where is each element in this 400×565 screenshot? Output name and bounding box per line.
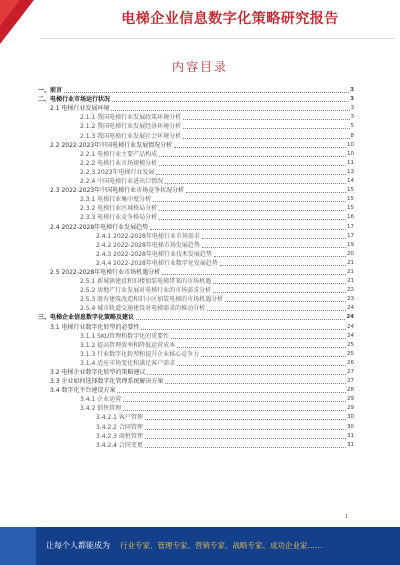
toc-leader-dots (159, 210, 346, 211)
toc-leader-dots (202, 238, 346, 239)
toc-leader-dots (159, 156, 346, 157)
toc-entry-page: 25 (347, 350, 354, 357)
header-divider (40, 38, 395, 39)
toc-entry-page: 26 (347, 359, 354, 366)
toc-entry-label: 3.4 数字化平台建设方案 (38, 386, 116, 395)
footer-slogan: 让每个人都能成为 (46, 541, 110, 550)
toc-leader-dots (213, 283, 346, 284)
toc-entry-page: 3 (350, 96, 354, 103)
page-number: 1 (345, 514, 349, 520)
toc-entry-page: 21 (347, 268, 354, 275)
toc-entry-label: 3.3 企业如何选择数字化管理系统解决方案 (38, 377, 164, 386)
toc-entry-page: 8 (350, 132, 354, 139)
report-title: 电梯企业信息数字化策略研究报告 (121, 11, 339, 27)
toc-leader-dots (177, 347, 346, 348)
toc-entry-page: 24 (347, 305, 354, 312)
footer-stripe (0, 527, 36, 565)
toc-entry[interactable] (38, 359, 354, 368)
toc-leader-dots (145, 419, 346, 420)
toc-leader-dots (111, 110, 349, 111)
toc-leader-dots (225, 301, 346, 302)
toc-entry[interactable] (38, 241, 354, 250)
toc-entry-label: 2.4.4 2022-2028年电梯行业数字化发展趋势 (38, 259, 219, 268)
toc-entry[interactable] (38, 141, 354, 150)
toc-leader-dots (174, 147, 346, 148)
toc-entry-label: 2.5 2022-2028年电梯行业市场机遇分析 (38, 268, 161, 277)
toc-entry-label: 2.2.2 电梯行业市场规模分析 (38, 159, 158, 168)
toc-entry-label: 2.3.3 电梯行业竞争格局分析 (38, 213, 158, 222)
footer-tags: 行业专家、管理专家、营销专家、战略专家、成功企业家…… (120, 541, 323, 550)
toc-entry-page: 21 (347, 278, 354, 285)
toc-entry-page: 15 (347, 205, 354, 212)
toc-entry-page: 20 (347, 250, 354, 257)
toc-entry-page: 23 (347, 296, 354, 303)
toc-entry-label: 2.5.3 既有建筑改造和旧小区加装电梯的市场机遇分析 (38, 295, 224, 304)
toc-leader-dots (156, 174, 346, 175)
toc-entry-label: 2.5.1 新城镇建设和旧楼加装电梯带来的市场机遇 (38, 277, 212, 286)
toc-leader-dots (145, 438, 346, 439)
toc-leader-dots (186, 192, 346, 193)
toc-entry-page: 11 (347, 159, 354, 166)
toc-entry[interactable] (38, 131, 354, 140)
toc-leader-dots (123, 410, 346, 411)
toc-entry-page: 22 (347, 287, 354, 294)
toc-entry[interactable] (38, 86, 354, 95)
toc-leader-dots (183, 119, 349, 120)
toc-entry-page: 27 (347, 369, 354, 375)
toc-entry[interactable] (38, 195, 354, 204)
toc-entry-page: 17 (347, 232, 354, 239)
toc-entry[interactable] (38, 286, 354, 295)
toc-entry[interactable] (38, 304, 354, 313)
toc-entry-page: 3 (350, 114, 354, 121)
toc-entry-page: 25 (347, 341, 354, 348)
toc-entry-label: 3.4.2 销售管理 (38, 404, 122, 413)
toc-leader-dots (213, 292, 346, 293)
toc-entry[interactable] (38, 250, 354, 259)
toc-entry-label: 2.1.1 我国电梯行业发展政策环境分析 (38, 113, 182, 122)
toc-entry[interactable] (38, 322, 354, 331)
toc-entry[interactable] (38, 222, 354, 231)
toc-leader-dots (177, 365, 346, 366)
toc-entry-page: 28 (347, 387, 354, 394)
toc-leader-dots (141, 329, 346, 330)
toc-entry-label: 2.5.2 房地产行业发展对电梯行业的市场需求分析 (38, 286, 212, 295)
toc-entry-label: 2.4.1 2022-2028年电梯行业市场需求 (38, 232, 201, 241)
toc-entry-label: 2.4.3 2022-2028年电梯行业技术发展趋势 (38, 250, 213, 259)
toc-entry[interactable] (38, 95, 354, 104)
toc-entry-label: 2.3.1 电梯行业集中度分析 (38, 195, 152, 204)
toc-leader-dots (64, 92, 349, 93)
toc-entry[interactable] (38, 422, 354, 431)
toc-leader-dots (112, 101, 349, 102)
toc-entry[interactable] (38, 368, 354, 377)
toc-leader-dots (165, 383, 346, 384)
toc-entry-page: 30 (347, 423, 354, 430)
toc-entry-page: 10 (347, 141, 354, 148)
toc-entry-page: 27 (347, 378, 354, 385)
toc-entry-label: 3.1.2 提高管理效率和降低运营成本 (38, 341, 176, 350)
toc-entry[interactable] (38, 341, 354, 350)
report-header (0, 0, 400, 44)
toc-entry[interactable] (38, 413, 354, 422)
toc-entry-page: 15 (347, 196, 354, 203)
toc-entry[interactable] (38, 268, 354, 277)
toc-entry-label: 一、前言 (38, 87, 63, 95)
toc-leader-dots (214, 256, 346, 257)
toc-entry[interactable] (38, 104, 354, 113)
toc-leader-dots (171, 338, 346, 339)
toc-entry-page: 3 (350, 105, 354, 112)
toc-entry[interactable] (38, 122, 354, 131)
toc-entry-page: 17 (347, 223, 354, 230)
toc-entry-label: 3.4.2.3 商机管理 (38, 432, 144, 441)
toc-entry-label: 2.1.2 我国电梯行业发展经济环境分析 (38, 122, 182, 131)
footer-banner (0, 527, 400, 565)
toc-entry-label: 三、电梯企业信息数字化策略及建议 (38, 314, 135, 322)
toc-entry-label: 3.4.2.1 客户管理 (38, 413, 144, 422)
toc-leader-dots (117, 392, 346, 393)
toc-entry-page: 19 (347, 241, 354, 248)
toc-entry-label: 3.4.1 企业运营 (38, 395, 122, 404)
toc-leader-dots (145, 429, 346, 430)
toc-entry[interactable] (38, 186, 354, 195)
toc-leader-dots (147, 374, 346, 375)
toc-heading: 内容目录 (171, 60, 228, 74)
toc-leader-dots (159, 165, 346, 166)
toc-entry-page: 24 (347, 323, 354, 330)
toc-entry[interactable] (38, 432, 354, 441)
toc-entry[interactable] (38, 159, 354, 168)
toc-entry-label: 2.4 2022-2028年电梯行业发展趋势 (38, 223, 149, 232)
toc-entry[interactable] (38, 150, 354, 159)
toc-entry-label: 3.1 电梯行业数字化转型的必要性 (38, 323, 140, 332)
toc-entry[interactable] (38, 113, 354, 122)
toc-entry-page: 10 (347, 150, 354, 157)
toc-entry-label: 2.2.1 电梯行业主要产品构成 (38, 150, 158, 159)
toc-entry-page: 30 (347, 414, 354, 421)
toc-entry-page: 29 (347, 396, 354, 403)
toc-entry-label: 3.4.2.2 合同管理 (38, 423, 144, 432)
toc-entry[interactable] (38, 350, 354, 359)
toc-entry-label: 2.2 2022-2023年中国电梯行业发展情况分析 (38, 141, 173, 150)
toc-leader-dots (207, 310, 346, 311)
toc-leader-dots (220, 265, 346, 266)
toc-leader-dots (183, 138, 349, 139)
toc-entry-page: 5 (350, 123, 354, 130)
toc-entry[interactable] (38, 295, 354, 304)
toc-entry-label: 3.2 电梯企业数字化转型的策略建议 (38, 368, 146, 377)
toc-entry[interactable] (38, 177, 354, 186)
toc-leader-dots (145, 447, 346, 448)
toc-leader-dots (150, 229, 346, 230)
toc-leader-dots (153, 201, 346, 202)
toc-entry-page: 15 (347, 187, 354, 194)
toc-entry-label: 2.4.2 2022-2028年电梯市场发展趋势 (38, 241, 201, 250)
toc-leader-dots (159, 219, 346, 220)
toc-entry[interactable] (38, 332, 354, 341)
toc-entry-page: 31 (347, 441, 354, 448)
toc-entry-page: 16 (347, 214, 354, 221)
toc-entry-page: 24 (346, 314, 354, 321)
toc-entry[interactable] (38, 313, 354, 322)
toc-leader-dots (165, 183, 346, 184)
toc-entry-page: 31 (347, 432, 354, 439)
toc-entry-label: 2.2.4 中国电梯行业进出口情况 (38, 177, 164, 186)
toc-entry-page: 29 (347, 405, 354, 412)
toc-entry-label: 2.1 电梯行业发展环境 (38, 104, 110, 113)
toc-entry-label: 3.1.4 适应市场变化和满足客户需求 (38, 359, 176, 368)
toc-entry-label: 3.4.2.4 合同变更 (38, 441, 144, 450)
toc-leader-dots (162, 274, 346, 275)
toc-entry-page: 13 (347, 168, 354, 175)
toc-entry-label: 3.1.3 行业数字化转型和提升企业核心竞争力 (38, 350, 200, 359)
header-corner-accent (0, 0, 20, 26)
toc-entry[interactable] (38, 277, 354, 286)
toc-leader-dots (183, 128, 349, 129)
toc-entry[interactable] (38, 395, 354, 404)
toc-entry-label: 2.3.2 电梯行业区域格局分析 (38, 204, 158, 213)
toc-leader-dots (201, 356, 346, 357)
toc-entry-label: 二、电梯行业市场运行状况 (38, 96, 111, 104)
toc-entry-page: 3 (350, 87, 354, 94)
toc-leader-dots (136, 319, 345, 320)
toc-leader-dots (202, 247, 346, 248)
toc-entry[interactable] (38, 386, 354, 395)
toc-entry[interactable] (38, 404, 354, 413)
table-of-contents (38, 86, 354, 450)
toc-entry-label: 2.2.3 2023年电梯行业发展 (38, 168, 155, 177)
toc-entry[interactable] (38, 441, 354, 450)
toc-entry[interactable] (38, 259, 354, 268)
toc-entry-page: 14 (347, 178, 354, 185)
toc-entry[interactable] (38, 377, 354, 386)
toc-entry-page: 21 (347, 259, 354, 266)
toc-entry[interactable] (38, 213, 354, 222)
toc-entry[interactable] (38, 204, 354, 213)
toc-entry-label: 2.1.3 我国电梯行业发展社会环境分析 (38, 132, 182, 141)
toc-entry[interactable] (38, 232, 354, 241)
toc-entry-label: 2.5.4 城市轨道交通建设对电梯需求的推动分析 (38, 304, 206, 313)
toc-entry-label: 3.1.1 SKU管理和数字化的重要性 (38, 332, 170, 341)
toc-entry-label: 2.3 2022-2023年中国电梯行业市场竞争状况分析 (38, 186, 185, 195)
toc-entry[interactable] (38, 168, 354, 177)
toc-entry-page: 24 (347, 332, 354, 339)
toc-leader-dots (123, 401, 346, 402)
